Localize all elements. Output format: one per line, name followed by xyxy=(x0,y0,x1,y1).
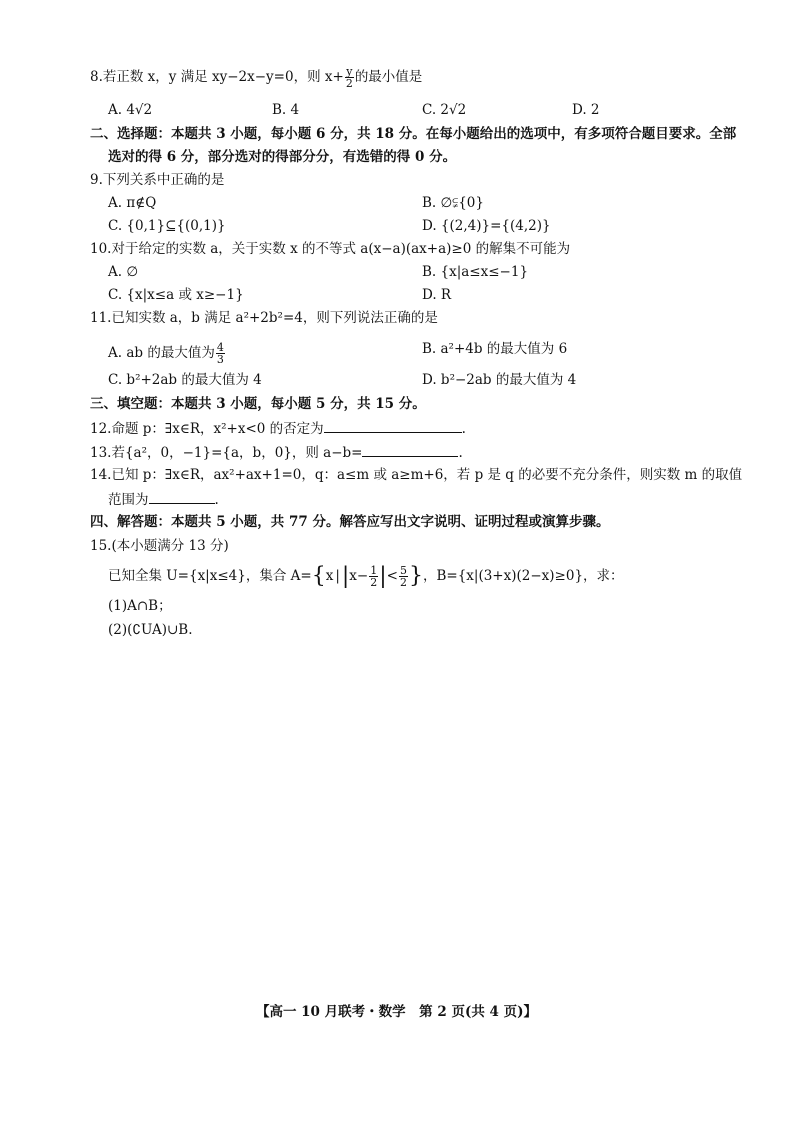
q8-option-b: B. 4 xyxy=(272,102,300,118)
q13-stem-text: 13.若{a²，0，−1}={a，b，0}，则 a−b= xyxy=(90,445,363,461)
question-10-stem: 10.对于给定的实数 a，关于实数 x 的不等式 a(x−a)(ax+a)≥0 的解集不可能为 xyxy=(90,241,571,257)
q15-given-text: 已知全集 U={x|x≤4}，集合 A= xyxy=(108,568,312,584)
q14-answer-blank[interactable] xyxy=(149,489,215,504)
q8-option-a: A. 4√2 xyxy=(108,102,153,118)
q9-option-a: A. π∉Q xyxy=(108,195,157,211)
q9-option-d: D. {(2,4)}={(4,2)} xyxy=(422,218,551,234)
q8-option-d: D. 2 xyxy=(572,102,600,118)
q11-option-c: C. b²+2ab 的最大值为 4 xyxy=(108,372,262,388)
question-15-header: 15.(本小题满分 13 分) xyxy=(90,538,229,554)
q15-set-variable: x xyxy=(325,568,334,584)
q11-option-b: B. a²+4b 的最大值为 6 xyxy=(422,341,568,357)
q14-line2-text: 范围为 xyxy=(108,492,149,508)
q13-answer-blank[interactable] xyxy=(362,442,458,457)
q15-set-b-text: ，B={x|(3+x)(2−x)≥0}，求： xyxy=(422,568,624,584)
q8-option-c: C. 2√2 xyxy=(422,102,467,118)
q15-set-bar: | xyxy=(335,568,340,584)
question-15-part-1: (1)A∩B； xyxy=(108,598,172,614)
q15-abs-left: | xyxy=(341,563,350,589)
q12-stem-text: 12.命题 p：∃x∈R，x²+x<0 的否定为 xyxy=(90,421,324,437)
q15-five-halves-denominator: 2 xyxy=(399,576,407,589)
q12-end-mark: . xyxy=(461,421,466,437)
q8-stem-text: 8.若正数 x，y 满足 xy−2x−y=0，则 x+ xyxy=(90,69,344,85)
question-12 xyxy=(90,418,466,439)
question-11-stem: 11.已知实数 a，b 满足 a²+2b²=4，则下列说法正确的是 xyxy=(90,310,438,326)
q8-stem-suffix: 的最小值是 xyxy=(354,69,423,85)
q9-option-c: C. {0,1}⊆{(0,1)} xyxy=(108,218,226,234)
question-15-part-2: (2)(∁UA)∪B. xyxy=(108,622,193,638)
q10-option-a: A. ∅ xyxy=(108,264,139,280)
q14-end-mark: . xyxy=(214,492,219,508)
q10-option-c: C. {x|x≤a 或 x≥−1} xyxy=(108,287,244,303)
question-15-given xyxy=(108,565,624,588)
q8-fraction-denominator: 2 xyxy=(345,77,353,90)
q15-right-brace: } xyxy=(408,563,423,589)
q15-half-numerator: 1 xyxy=(370,564,378,577)
q15-less-than: < xyxy=(386,568,398,584)
q15-abs-expression: x− xyxy=(349,568,369,584)
q11-option-a-denominator: 3 xyxy=(216,353,224,366)
page-footer: 【高一 10 月联考・数学 第 2 页(共 4 页)】 xyxy=(255,1004,538,1020)
q8-fraction xyxy=(345,66,354,89)
section-2-header-line1: 二、选择题：本题共 3 小题，每小题 6 分，共 18 分。在每小题给出的选项中，有多项符合题目要求。全部 xyxy=(90,126,737,142)
question-13 xyxy=(90,442,463,463)
question-9-stem: 9.下列关系中正确的是 xyxy=(90,172,225,188)
q11-option-a-text: A. ab 的最大值为 xyxy=(108,345,215,361)
q13-end-mark: . xyxy=(458,445,463,461)
q15-abs-right: | xyxy=(379,563,387,589)
q10-option-b: B. {x|a≤x≤−1} xyxy=(422,264,529,280)
q11-option-a-fraction xyxy=(216,342,225,365)
q15-half-denominator: 2 xyxy=(370,576,378,589)
q10-option-d: D. R xyxy=(422,287,452,303)
question-8-stem xyxy=(90,66,422,89)
section-3-header: 三、填空题：本题共 3 小题，每小题 5 分，共 15 分。 xyxy=(90,396,426,412)
question-14-line2 xyxy=(108,489,219,510)
q15-five-halves-numerator: 5 xyxy=(399,564,407,577)
section-2-header-line2: 选对的得 6 分，部分选对的得部分分，有选错的得 0 分。 xyxy=(108,149,457,165)
q15-fraction-half xyxy=(369,565,378,588)
q9-option-b: B. ∅⫋{0} xyxy=(422,195,484,211)
section-4-header: 四、解答题：本题共 5 小题，共 77 分。解答应写出文字说明、证明过程或演算步骤。 xyxy=(90,514,610,530)
q11-option-a xyxy=(108,342,226,365)
question-14-line1: 14.已知 p：∃x∈R，ax²+ax+1=0，q：a≤m 或 a≥m+6，若 p 是 q 的必要不充分条件，则实数 m 的取值 xyxy=(90,467,743,483)
q8-fraction-numerator: y xyxy=(346,65,353,78)
q15-fraction-five-halves xyxy=(399,565,408,588)
q12-answer-blank[interactable] xyxy=(324,418,462,433)
q11-option-d: D. b²−2ab 的最大值为 4 xyxy=(422,372,577,388)
q11-option-a-numerator: 4 xyxy=(216,341,224,354)
q15-left-brace: { xyxy=(311,563,326,589)
